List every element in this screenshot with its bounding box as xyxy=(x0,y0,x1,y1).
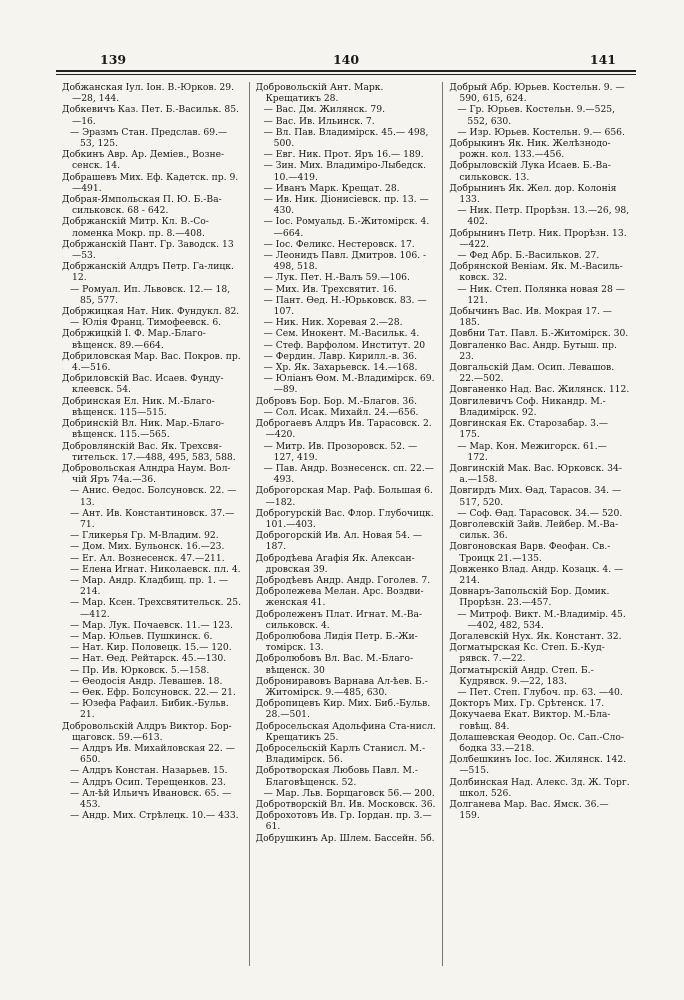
directory-entry: Добржицкій І. Ф. Мар.-Благо-вѣщенск. 89.—664. xyxy=(62,328,206,351)
directory-entry: — Мих. Ив. Трехсвятит. 16. xyxy=(263,283,397,295)
directory-entry: Добровольскій Ант. Марк. Крещатикъ 28. xyxy=(255,82,384,105)
directory-entry: — Пет. Степ. Глубоч. пр. 63. —40. xyxy=(457,686,623,698)
directory-entry: — Іос. Ромуальд. Б.-Житомірск. 4.—664. xyxy=(263,216,430,239)
directory-entry: — Вас. Дм. Жилянск. 79. xyxy=(263,104,385,116)
directory-entry: Добровольская Алндра Наум. Вол-чій Яръ 74а.—36. xyxy=(62,462,231,486)
directory-entry: — Митроф. Викт. М.-Владимір. 45.—402, 482, 534. xyxy=(457,608,626,631)
directory-entry: Добровлянскій Вас. Як. Трехсвя-тительск. 17.—488, 495, 583, 588. xyxy=(62,440,236,463)
directory-entry: Добролежева Мелан. Арс. Воздви-женская 41. xyxy=(255,586,424,609)
directory-entry: Довгоновская Варв. Феофан. Св.-Троицк 21.—135. xyxy=(449,541,611,564)
directory-entry: Довганенко Над. Вас. Жилянск. 112. xyxy=(449,384,630,396)
column-right xyxy=(442,82,636,966)
directory-entry: — Ѳек. Ефр. Болсуновск. 22.— 21. xyxy=(70,686,236,698)
directory-entry: Добросельская Адольфина Ста-нисл. Крещатикъ 25. xyxy=(255,720,436,743)
directory-entry: — Мар. Юльев. Пушкинск. 6. xyxy=(70,630,213,642)
directory-entry: — Эразмъ Стан. Предслав. 69.— 53, 125. xyxy=(70,126,228,150)
directory-entry: Долашевская Ѳеодор. Ос. Сап.-Сло-бодка 33.—218. xyxy=(449,731,624,754)
directory-entry: Доброниравовъ Варнава Ал-ѣев. Б.-Житомірск. 9.—485, 630. xyxy=(255,675,428,698)
directory-entry: — Хр. Як. Захарьевск. 14.—168. xyxy=(263,362,418,374)
directory-entry: Доброгурскій Вас. Флор. Глубочицк. 101.—403. xyxy=(255,507,434,530)
directory-entry: Догматырская Кс. Степ. Б.-Куд-рявск. 7.—22. xyxy=(449,642,605,665)
directory-entry: — Фердин. Лавр. Кирилл.-в. 36. xyxy=(263,350,418,362)
directory-entry: — Сем. Инокент. М.-Васильк. 4. xyxy=(263,328,420,340)
directory-entry: — Евг. Ник. Прот. Яръ 16.— 189. xyxy=(263,149,424,161)
directory-entry: Добкинъ Авр. Ар. Деміев., Возне-сенск. 14. xyxy=(62,149,225,172)
directory-entry: — Ег. Ал. Вознесенск. 47.—211. xyxy=(70,552,225,564)
directory-entry: Добриловскій Вас. Исаев. Фунду-клеевск. 54. xyxy=(62,373,224,396)
directory-entry: — Вл. Пав. Владимірск. 45.— 498, 500. xyxy=(263,126,429,150)
directory-entry: Доброгорскій Ив. Ал. Новая 54. —187. xyxy=(255,530,423,553)
directory-entry: — Сол. Исак. Михайл. 24.—656. xyxy=(263,406,419,418)
directory-entry: — Гр. Юрьев. Костельн. 9.—525, 552, 630. xyxy=(457,104,616,127)
directory-entry: Добровольскій Алдръ Виктор. Бор-щаговск. 59.—613. xyxy=(62,720,232,743)
directory-entry: Догматырскій Андр. Степ. Б.-Кудрявск. 9.—22, 183. xyxy=(449,664,594,687)
right-page-number: 141 xyxy=(589,52,616,67)
directory-entry: — Гликерья Гр. М-Владим. 92. xyxy=(70,530,219,542)
directory-entry: Доброгаевъ Алдръ Ив. Тарасовск. 2.—420. xyxy=(255,418,432,441)
directory-entry: — Ник. Петр. Прорѣзн. 13.—26, 98, 402. xyxy=(457,205,630,228)
directory-entry: Добрянской Веніам. Як. М.-Василь-ковск. 32. xyxy=(449,261,623,284)
directory-entry: Добрая-Ямпольская П. Ю. Б.-Ва-сильковск. 68 - 642. xyxy=(62,194,222,217)
directory-entry: Довбни Тат. Павл. Б.-Житомірск. 30. xyxy=(449,328,629,340)
directory-entry: — Мар. Лук. Почаевск. 11.— 123. xyxy=(70,619,233,631)
page-header xyxy=(56,52,636,68)
directory-entry: Довгаленко Вас. Андр. Бутыш. пр. 23. xyxy=(449,339,617,362)
directory-entry: — Митр. Ив. Прозоровск. 52. —127, 419. xyxy=(263,440,418,463)
directory-entry: Добродѣева Агафія Як. Алексан-дровская 39. xyxy=(255,552,415,575)
directory-entry: Добродѣевъ Андр. Андр. Гоголев. 7. xyxy=(255,574,431,586)
directory-entry: Догалевскій Нух. Як. Констант. 32. xyxy=(449,630,622,642)
column-middle xyxy=(249,82,443,966)
directory-entry: — Пр. Ив. Юрковск. 5.—158. xyxy=(70,664,210,676)
directory-entry: Добролюбовъ Вл. Вас. М.-Благо-вѣщенск. 30 xyxy=(255,653,414,676)
directory-entry: — Мар. Андр. Кладбищ. пр. 1. —214. xyxy=(70,574,229,598)
directory-entry: — Ив. Ник. Діонисіевск. пр. 13. —430. xyxy=(263,194,429,217)
directory-entry: — Ант. Ив. Константиновск. 37.—71. xyxy=(70,507,235,530)
directory-entry: Долбинская Над. Алекс. Зд. Ж. Торг. школ. 526. xyxy=(449,776,630,799)
directory-entry: — Ромуал. Ип. Львовск. 12.— 18, 85, 577. xyxy=(70,283,231,306)
directory-entry: — Дом. Мих. Бульонск. 16.—23. xyxy=(70,541,225,553)
directory-entry: Добропицевъ Кир. Мих. Биб.-Бульв. 28.—501. xyxy=(255,698,431,721)
directory-entry: Довженко Влад. Андр. Козацк. 4. —214. xyxy=(449,563,624,586)
directory-entry: Добрыловскій Лука Исаев. Б.-Ва-сильковск. 13. xyxy=(449,160,611,183)
directory-entry: Докучаева Екат. Виктор. М.-Бла-говѣщ. 84. xyxy=(449,709,611,732)
directory-entry: Добржанскій Пант. Гр. Заводск. 13—53. xyxy=(62,238,234,262)
directory-entry: Доброгорская Мар. Раф. Большая 6.—182. xyxy=(255,485,433,508)
directory-entry: Доброхотовъ Ив. Гр. Іордан. пр. 3.—61. xyxy=(255,810,432,833)
directory-entry: Довнаръ-Запольскій Бор. Домик. Прорѣзн. 23.—457. xyxy=(449,586,610,609)
directory-entry: — Юліанъ Ѳом. М.-Владимірск. 69.—89. xyxy=(263,373,435,396)
directory-entry: Долбешкинъ Іос. Іос. Жилянск. 142.—515. xyxy=(449,754,627,777)
directory-entry: — Нат. Ѳед. Рейтарск. 45.—130. xyxy=(70,653,227,665)
directory-entry: — Алдръ Констан. Назарьев. 15. xyxy=(70,765,228,777)
directory-entry: — Мар. Ксен. Трехсвятительск. 25.—412. xyxy=(70,597,242,620)
column-left xyxy=(56,82,249,966)
directory-entry: Добрушкинъ Ар. Шлем. Бассейн. 5б. xyxy=(255,832,435,844)
directory-entry: Довгинская Ек. Старозабар. 3.— 175. xyxy=(449,418,609,441)
directory-entry: — Анис. Ѳедос. Болсуновск. 22. —13. xyxy=(70,485,237,508)
directory-columns xyxy=(56,82,636,966)
directory-entry: Добржицкая Нат. Ник. Фундукл. 82. xyxy=(62,306,240,318)
directory-entry: Добролюбова Лидія Петр. Б.-Жи-томірск. 13. xyxy=(255,630,418,654)
directory-entry: Докторъ Мих. Гр. Срѣтенск. 17. xyxy=(449,698,605,710)
directory-entry: Довгальскій Дам. Осип. Левашов. 22.—502. xyxy=(449,362,615,385)
directory-entry: — Алдръ Осип. Терещенков. 23. xyxy=(70,776,226,788)
center-page-number: 140 xyxy=(332,52,360,67)
directory-entry: Добрынинъ Петр. Ник. Прорѣзн. 13.—422. xyxy=(449,227,627,250)
directory-entry: Добровъ Бор. Бор. М.-Благов. 36. xyxy=(255,395,418,407)
directory-entry: — Ник. Ник. Хоревая 2.—28. xyxy=(263,317,403,329)
directory-entry: — Юлія Франц. Тимофеевск. 6. xyxy=(70,317,222,329)
directory-entry: — Елена Игнат. Николаевск. пл. 4. xyxy=(70,563,241,575)
directory-entry: Добжанская Iул. Iон. В.-Юрков. 29.—28, 144. xyxy=(62,82,235,105)
directory-entry: — Изр. Юрьев. Костельн. 9.— 656. xyxy=(457,126,625,138)
directory-entry: — Ал-ѣй Ильичъ Ивановск. 65. —453. xyxy=(70,787,232,810)
directory-entry: Добринская Ел. Ник. М.-Благо-вѣщенск. 115—515. xyxy=(62,395,215,418)
directory-entry: Добролеженъ Плат. Игнат. М.-Ва-сильковск. 4. xyxy=(255,608,423,631)
directory-entry: — Лук. Пет. Н.-Валъ 59.—106. xyxy=(263,272,410,284)
directory-entry: Довгинскій Мак. Вас. Юрковск. 34-а.—158. xyxy=(449,462,622,486)
directory-entry: Добротворскій Вл. Ив. Московск. 36. xyxy=(255,799,436,810)
directory-entry: — Зин. Мих. Владиміро-Лыбедск. 10.—419. xyxy=(263,160,427,183)
directory-entry: — Фед Абр. Б.-Васильков. 27. xyxy=(457,250,600,262)
directory-entry: — Соф. Ѳад. Тарасовск. 34.— 520. xyxy=(457,507,623,519)
directory-entry: Довголевскій Зайв. Лейбер. М.-Ва-сильк. 36. xyxy=(449,518,619,542)
directory-entry: Довгирдъ Мих. Ѳад. Тарасов. 34. —517, 520. xyxy=(449,485,622,508)
directory-entry: Добрый Абр. Юрьев. Костельн. 9. —590, 615, 624. xyxy=(449,82,625,105)
directory-entry: Добриловская Мар. Вас. Покров. пр. 4.—516. xyxy=(62,350,241,374)
directory-entry: Добычинъ Вас. Ив. Мокрая 17. —185. xyxy=(449,306,612,329)
directory-entry: Добринскій Вл. Ник. Мар.-Благо-вѣщенск. 115.—565. xyxy=(62,418,224,441)
directory-entry: Добросельскій Карлъ Станисл. М.-Владимірск. 56. xyxy=(255,742,426,766)
directory-entry: — Андр. Мих. Стрѣлецк. 10.— 433. xyxy=(70,810,239,822)
header-rule xyxy=(56,70,636,75)
directory-entry: — Мар. Льв. Борщаговск 56.— 200. xyxy=(263,787,435,799)
directory-entry: — Вас. Ив. Ильинск. 7. xyxy=(263,115,375,127)
directory-entry: — Леонидъ Павл. Дмитров. 106. - 498, 518. xyxy=(263,250,427,273)
directory-entry: Добрынинъ Як. Жел. дор. Колонія 133. xyxy=(449,182,617,206)
left-page-number: 139 xyxy=(100,52,127,67)
directory-entry: — Ник. Степ. Полянка новая 28 —121. xyxy=(457,283,625,306)
directory-entry: Долганева Мар. Вас. Ямск. 36.— 159. xyxy=(449,799,609,822)
directory-entry: Добржанскій Митр. Кл. В.-Со-ломенка Мокр. пр. 8.—408. xyxy=(62,216,209,239)
directory-entry: — Пант. Ѳед. Н.-Юрьковск. 83. —107. xyxy=(263,294,427,318)
directory-entry: — Мар. Кон. Межигорск. 61.— 172. xyxy=(457,440,607,463)
directory-entry: Добрыкинъ Як. Ник. Желѣзнодо-рожн. кол. 133.—456. xyxy=(449,138,611,161)
directory-entry: Довгилевичъ Соф. Никандр. М.-Владимірск. 92. xyxy=(449,395,606,418)
directory-entry: — Иванъ Марк. Крещат. 28. xyxy=(263,182,400,194)
directory-entry: — Іос. Феликс. Нестеровск. 17. xyxy=(263,238,415,250)
directory-entry: — Алдръ Ив. Михайловская 22. —650. xyxy=(70,742,235,766)
directory-entry: Добротворская Любовь Павл. М.-Благовѣщенск. 52. xyxy=(255,765,418,788)
directory-entry: — Нат. Кир. Половецк. 15.— 120. xyxy=(70,642,232,654)
directory-entry: — Пав. Андр. Вознесенск. сп. 22.—493. xyxy=(263,462,434,486)
directory-entry: Добрашевъ Мих. Еф. Кадетск. пр. 9.—491. xyxy=(62,171,239,194)
directory-entry: — Юзефа Рафаил. Бибик.-Бульв. 21. xyxy=(70,698,229,721)
directory-entry: — Стеф. Варфолом. Институт. 20 xyxy=(263,339,426,351)
directory-entry: Добржанскій Алдръ Петр. Га-лицк. 12. xyxy=(62,261,234,284)
directory-entry: — Ѳеодосія Андр. Левашев. 18. xyxy=(70,675,223,687)
directory-entry: Добкевичъ Каз. Пет. Б.-Васильк. 85.—16. xyxy=(62,104,239,127)
